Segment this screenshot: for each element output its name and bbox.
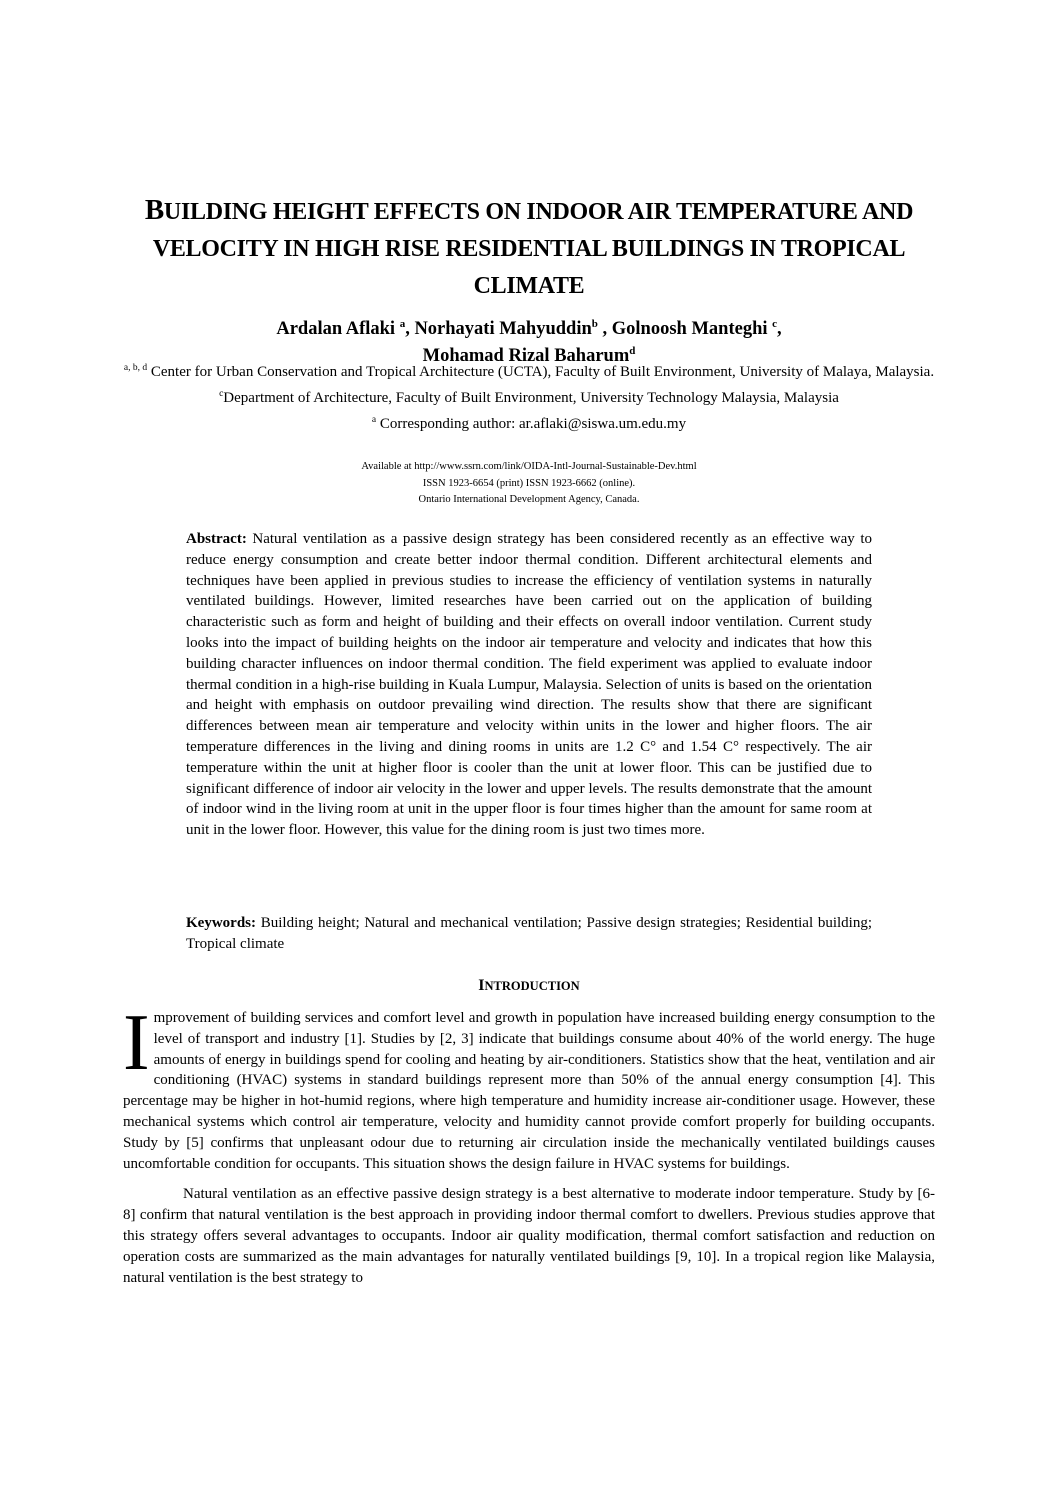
- section-heading-introduction: [120, 977, 938, 995]
- publisher-line: Ontario International Development Agency, Canada.: [418, 494, 640, 505]
- affiliation-text: Department of Architecture, Faculty of Built Environment, University Technology Malaysia, Malaysia: [223, 390, 839, 406]
- author-name: Norhayati Mahyuddin: [414, 319, 592, 340]
- introduction-body: [123, 999, 935, 1288]
- keywords-text: Building height; Natural and mechanical ventilation; Passive design strategies; Residential building; Tropical climate: [186, 915, 873, 952]
- author-affil-mark: b: [591, 318, 598, 330]
- paper-title: [120, 192, 938, 305]
- section-heading-rest: NTRODUCTION: [484, 979, 580, 993]
- affiliation-text: Center for Urban Conservation and Tropical Architecture (UCTA), Faculty of Built Environment, University of Malaya, Malaysia.: [150, 364, 935, 380]
- affiliation-mark: a: [371, 415, 377, 425]
- title-initial: B: [144, 194, 164, 226]
- abstract-text: Natural ventilation as a passive design strategy has been considered recently as an effective way to reduce energy consumption and create better indoor thermal condition. Different architectural elements and techniques have been applied in previous studies to increase the efficiency of ventilation systems in naturally ventilated buildings. However, limited researches have been carried out on the application of building characteristic such as form and height of building and their effects on overall indoor ventilation. Current study looks into the impact of building heights on the indoor air temperature and velocity and indicates that how this building character influences on indoor thermal condition. The field experiment was applied to evaluate indoor thermal condition in a high-rise building in Kuala Lumpur, Malaysia. Selection of units is based on the orientation and height with emphasis on outdoor prevailing wind direction. The results show that there are significant differences between mean air temperature and velocity within units in the lower and higher floors. The air temperature differences in the living and dining rooms in units are 1.2 C° and 1.54 C° respectively. The air temperature within the unit at higher floor is cooler than the unit at lower floor. This can be justified due to significant difference of indoor air velocity in the lower and upper levels. The results demonstrate that the amount of indoor wind in the living room at unit in the upper floor is four times higher than the amount for same room at unit in the lower floor. However, this value for the dining room is just two times more.: [186, 531, 872, 839]
- author-name: Golnoosh Manteghi: [611, 319, 768, 340]
- author-affil-mark: c: [772, 318, 778, 330]
- author-separator: ,: [597, 319, 612, 340]
- affiliation: [120, 357, 938, 383]
- section-heading-initial: I: [478, 977, 485, 994]
- drop-cap: I: [123, 999, 150, 1087]
- author-name: Ardalan Aflaki: [276, 319, 396, 340]
- affiliation: [120, 383, 938, 409]
- issn-line: ISSN 1923-6654 (print) ISSN 1923-6662 (online).: [422, 477, 636, 489]
- affiliation-mark: c: [219, 389, 224, 399]
- author-separator: ,: [777, 319, 782, 340]
- publication-info: [120, 459, 938, 509]
- availability-link[interactable]: Available at http://www.ssrn.com/link/OIDA-Intl-Journal-Sustainable-Dev.html: [361, 461, 697, 472]
- title-rest: UILDING HEIGHT EFFECTS ON INDOOR AIR TEMPERATURE AND VELOCITY IN HIGH RISE RESIDENTIAL BUILDINGS IN TROPICAL CLIMATE: [152, 199, 914, 299]
- author-name: Mohamad Rizal Baharum: [422, 346, 630, 367]
- keywords: [186, 913, 872, 955]
- corresponding-author-text: Corresponding author: ar.aflaki@siswa.um.edu.my: [379, 416, 687, 432]
- author-affil-mark: a: [399, 318, 406, 330]
- affiliation-list: [120, 357, 938, 435]
- abstract-label: Abstract:: [186, 531, 247, 547]
- author-separator: ,: [405, 319, 415, 340]
- intro-paragraph: [123, 999, 935, 1174]
- keywords-label: Keywords:: [186, 915, 256, 931]
- author-affil-mark: d: [629, 345, 636, 358]
- abstract: [186, 529, 872, 841]
- corresponding-author: [120, 409, 938, 435]
- intro-paragraph-text: mprovement of building services and comfort level and growth in population have increased building energy consumption to the level of transport and industry [1]. Studies by [2, 3] indicate that buildings consume about 40% of the world energy. The huge amounts of energy in buildings spend for cooling and heating by air-conditioners. Statistics show that the heat, ventilation and air conditioning (HVAC) systems in standard buildings represent more than 50% of the annual energy consumption [4]. This percentage may be higher in hot-humid regions, where high temperature and humidity increase air-conditioner usage. However, these mechanical systems which control air temperature, velocity and humidity cannot provide comfort properly for building occupants. Study by [5] confirms that unpleasant odour due to returning air circulation inside the mechanically ventilated buildings causes uncomfortable condition for occupants. This situation shows the design failure in HVAC systems for buildings.: [123, 1010, 935, 1172]
- affiliation-mark: a, b, d: [123, 363, 148, 373]
- intro-paragraph: Natural ventilation as an effective passive design strategy is a best alternative to moderate indoor temperature. Study by [6-8] confirm that natural ventilation is the best approach in providing indoor thermal comfort to dwellers. Previous studies approve that this strategy offers several advantages to occupants. Indoor air quality modification, thermal comfort satisfaction and reduction on operation costs are summarized as the main advantages for naturally ventilated buildings [9, 10]. In a tropical region like Malaysia, natural ventilation is the best strategy to: [123, 1186, 935, 1286]
